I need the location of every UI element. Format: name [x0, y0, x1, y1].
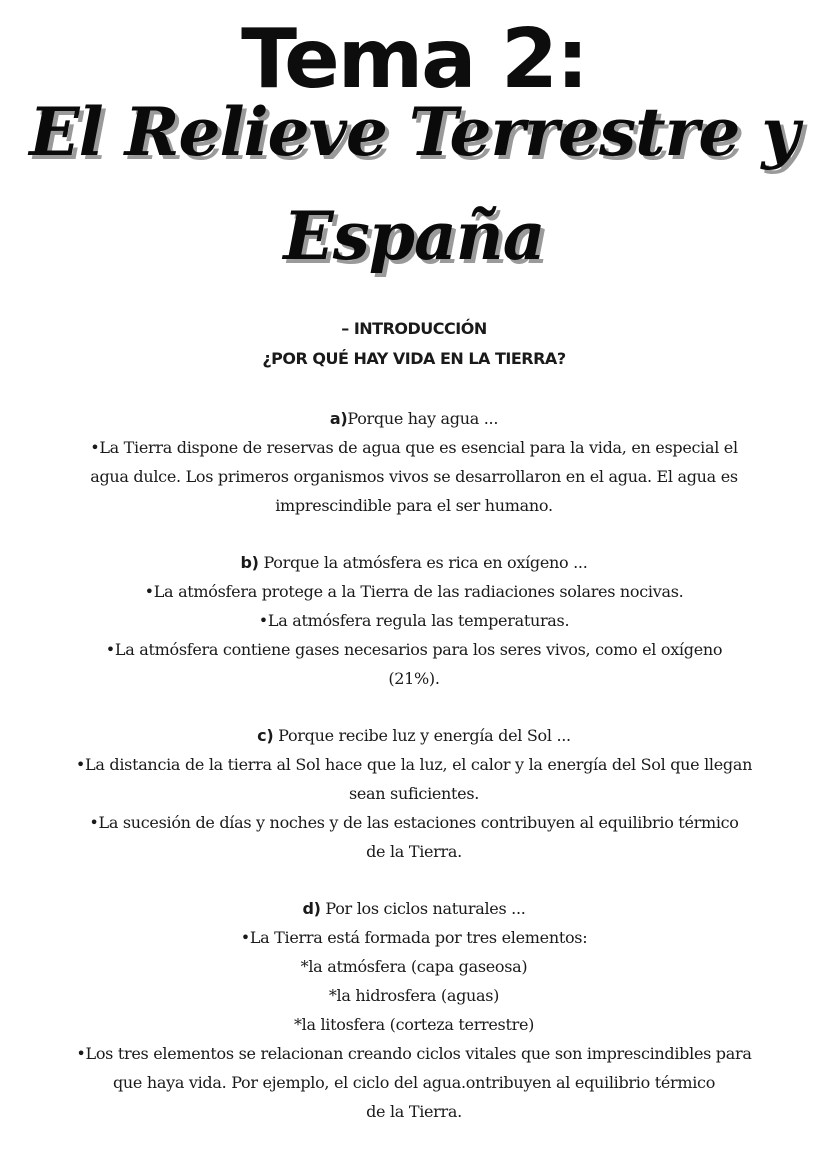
- section-b-title: Porque la atmósfera es rica en oxígeno ...: [258, 553, 588, 572]
- section-d-line: •La Tierra está formada por tres elementos:: [240, 928, 588, 947]
- section-d-line: de la Tierra.: [366, 1102, 462, 1121]
- section-c-line: de la Tierra.: [366, 842, 462, 861]
- section-b-letter: b): [240, 553, 259, 572]
- section-b: [40, 548, 788, 693]
- section-c-line: •La sucesión de días y noches y de las estaciones contribuyen al equilibrio térmico: [89, 813, 739, 832]
- section-a-line: imprescindible para el ser humano.: [275, 496, 553, 515]
- intro-question: ¿POR QUÉ HAY VIDA EN LA TIERRA?: [262, 349, 566, 368]
- title-line-2: España: [283, 197, 545, 275]
- section-b-line: •La atmósfera contiene gases necesarios para los seres vivos, como el oxígeno: [105, 640, 723, 659]
- section-a-letter: a): [329, 409, 348, 428]
- intro-heading: – INTRODUCCIÓN: [341, 319, 487, 338]
- section-d-line: •Los tres elementos se relacionan creando ciclos vitales que son imprescindibles para: [76, 1044, 752, 1063]
- section-c: [40, 721, 788, 866]
- section-d-line: que haya vida. Por ejemplo, el ciclo del agua.ontribuyen al equilibrio térmico: [112, 1073, 716, 1092]
- section-d-line: *la hidrosfera (aguas): [328, 986, 500, 1005]
- section-b-line: •La atmósfera protege a la Tierra de las radiaciones solares nocivas.: [144, 582, 684, 601]
- section-c-letter: c): [257, 726, 274, 745]
- section-d: [40, 894, 788, 1126]
- section-b-line: (21%).: [388, 669, 440, 688]
- section-b-heading: [40, 548, 788, 577]
- section-a-title: Porque hay agua ...: [347, 409, 499, 428]
- section-d-title: Por los ciclos naturales ...: [320, 899, 526, 918]
- document-body: [40, 314, 788, 1126]
- section-d-line: *la atmósfera (capa gaseosa): [300, 957, 528, 976]
- section-a-line: •La Tierra dispone de reservas de agua que es esencial para la vida, en especial el: [90, 438, 738, 457]
- title-tema: Tema 2:: [241, 12, 587, 107]
- section-d-letter: d): [302, 899, 321, 918]
- section-b-line: •La atmósfera regula las temperaturas.: [258, 611, 570, 630]
- title-line-1: El Relieve Terrestre y: [29, 93, 799, 171]
- section-c-line: •La distancia de la tierra al Sol hace que la luz, el calor y la energía del Sol que llegan: [75, 755, 753, 774]
- section-a-line: agua dulce. Los primeros organismos vivos se desarrollaron en el agua. El agua es: [90, 467, 738, 486]
- section-d-line: *la litosfera (corteza terrestre): [293, 1015, 535, 1034]
- section-d-heading: [40, 894, 788, 923]
- section-c-title: Porque recibe luz y energía del Sol ...: [273, 726, 571, 745]
- section-a-heading: [40, 404, 788, 433]
- section-a: [40, 404, 788, 520]
- section-c-line: sean suficientes.: [348, 784, 480, 803]
- section-c-heading: [40, 721, 788, 750]
